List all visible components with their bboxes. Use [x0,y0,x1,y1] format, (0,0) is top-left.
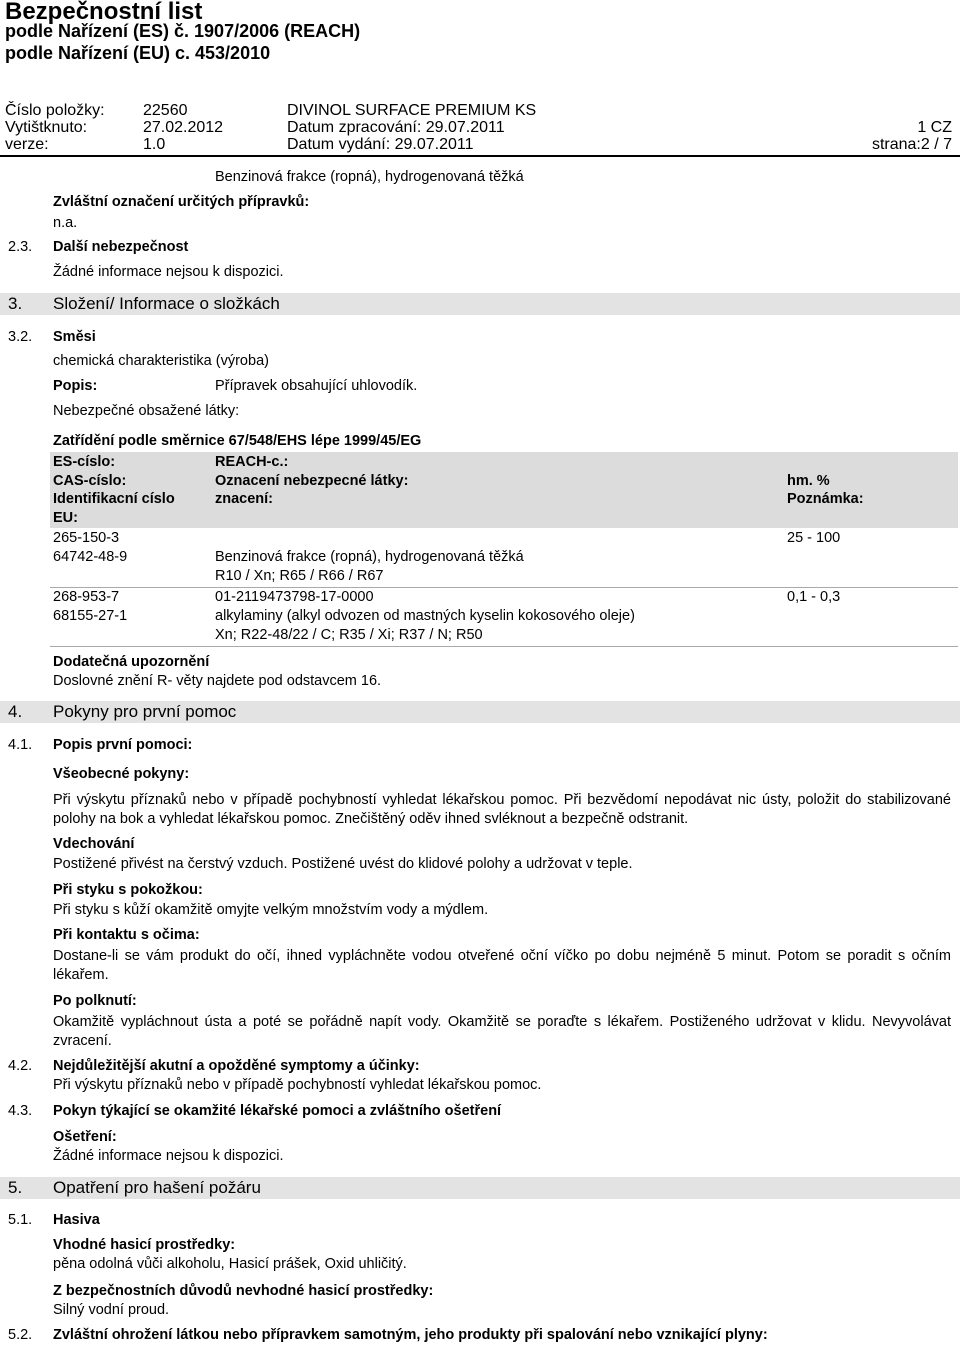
skin-contact-title: Při styku s pokožkou: [53,882,203,898]
col-eu: EU: [53,510,78,526]
section-4-2-text: Při výskytu příznaků nebo v případě pochybností vyhledat lékařskou pomoc. [53,1077,542,1093]
section-4-1-number: 4.1. [8,737,33,753]
section-5-1-title: Hasiva [53,1212,100,1228]
header-divider [0,155,960,157]
eye-contact-title: Při kontaktu s očima: [53,927,200,943]
section-5-number: 5. [8,1178,23,1197]
table-header-background [50,452,958,528]
special-label-value: n.a. [53,215,78,231]
col-substance-name: Oznacení nebezpecné látky: [215,473,409,489]
row-1-percent: 25 - 100 [787,530,841,546]
row-1-es: 265-150-3 [53,530,120,546]
description-label: Popis: [53,378,98,394]
processed-date: Datum zpracování: 29.07.2011 [287,119,505,136]
section-3-header [0,293,960,315]
inhalation-text: Postižené přivést na čerstvý vzduch. Postižené uvést do klidové polohy a udržovat v teple. [53,856,633,872]
item-number: 22560 [143,102,188,119]
section-4-1-title: Popis první pomoci: [53,737,193,753]
issue-date: Datum vydání: 29.07.2011 [287,136,474,153]
regulation-line-2: podle Nařízení (EU) c. 453/2010 [5,43,271,63]
printed-label: Vytištknuto: [5,119,88,136]
section-4-3-number: 4.3. [8,1103,33,1119]
col-identification: Identifikacní císlo [53,491,175,507]
section-3-2-number: 3.2. [8,329,33,345]
suitable-media-title: Vhodné hasicí prostředky: [53,1237,236,1253]
additional-notes-title: Dodatečná upozornění [53,654,210,670]
section-4-2-title: Nejdůležitější akutní a opožděné symptomy a účinky: [53,1058,420,1074]
section-2-3-text: Žádné informace nejsou k dispozici. [53,264,284,280]
ingestion-text: Okamžitě vypláchnout ústa a poté se pořádně napít vody. Okamžitě se poraďte s lékařem. Postiženého udržovat v klidu. Nevyvolávat zvracení. [53,1014,951,1049]
section-4-header [0,701,960,723]
section-4-2-number: 4.2. [8,1058,33,1074]
unsuitable-media-title: Z bezpečnostních důvodů nevhodné hasicí prostředky: [53,1283,434,1299]
hazardous-substances-label: Nebezpečné obsažené látky: [53,403,240,419]
product-name: DIVINOL SURFACE PREMIUM KS [287,102,537,119]
section-5-header [0,1177,960,1199]
ingestion-title: Po polknutí: [53,993,137,1009]
row-2-name: alkylaminy (alkyl odvozen od mastných kyselin kokosového oleje) [215,608,635,624]
table-bottom-divider [50,646,958,647]
col-reach-number: REACH-c.: [215,454,289,470]
section-4-number: 4. [8,702,23,721]
col-weight-percent: hm. % [787,473,830,489]
col-cas-number: CAS-císlo: [53,473,127,489]
col-es-number: ES-císlo: [53,454,116,470]
printed-date: 27.02.2012 [143,119,224,136]
section-5-1-number: 5.1. [8,1212,33,1228]
row-2-marking: Xn; R22-48/22 / C; R35 / Xi; R37 / N; R50 [215,627,483,643]
special-label-title: Zvláštní označení určitých přípravků: [53,194,310,210]
section-5-2-title: Zvláštní ohrožení látkou nebo přípravkem samotným, jeho produkty při spalování nebo vznikající plyny: [53,1327,768,1343]
version-number: 1.0 [143,136,166,153]
suitable-media-text: pěna odolná vůči alkoholu, Hasicí prášek, Oxid uhličitý. [53,1256,407,1272]
section-3-title: Složení/ Informace o složkách [53,294,280,313]
row-1-cas: 64742-48-9 [53,549,128,565]
item-number-label: Číslo položky: [5,102,105,119]
general-advice-text: Při výskytu příznaků nebo v případě pochybností vyhledat lékařskou pomoc. Při bezvědomí nepodávat nic ústy, položit do stabilizované polohy na bok a vyhledat lékařskou pomoc. Znečištěný oděv ihned svléknout a bezpečně odstranit. [53,792,951,827]
additional-notes-text: Doslovné znění R- věty najdete pod odstavcem 16. [53,673,382,689]
inhalation-title: Vdechování [53,836,135,852]
row-2-es: 268-953-7 [53,589,120,605]
document-title: Bezpečnostní list [5,0,203,25]
page-number: strana:2 / 7 [871,136,952,153]
general-advice-title: Všeobecné pokyny: [53,766,190,782]
section-3-number: 3. [8,294,23,313]
row-2-percent: 0,1 - 0,3 [787,589,841,605]
section-4-3-title: Pokyn týkající se okamžité lékařské pomoci a zvláštního ošetření [53,1103,502,1119]
description-value: Přípravek obsahující uhlovodík. [215,378,418,394]
row-2-reach: 01-2119473798-17-0000 [215,589,374,605]
row-1-marking: R10 / Xn; R65 / R66 / R67 [215,568,384,584]
section-2-3-number: 2.3. [8,239,33,255]
eye-contact-text: Dostane-li se vám produkt do očí, ihned vypláchněte vodou otveřené oční víčko po dobu nejméně 5 minut. Potom se poradit s očním lékařem. [53,948,951,983]
row-1-name: Benzinová frakce (ropná), hydrogenovaná těžká [215,549,524,565]
country-code: 1 CZ [917,119,952,136]
unsuitable-media-text: Silný vodní proud. [53,1302,170,1318]
treatment-title: Ošetření: [53,1129,117,1145]
row-2-cas: 68155-27-1 [53,608,128,624]
col-note: Poznámka: [787,491,864,507]
regulation-line-1: podle Nařízení (ES) č. 1907/2006 (REACH) [5,21,361,41]
treatment-text: Žádné informace nejsou k dispozici. [53,1148,284,1164]
carry-substance: Benzinová frakce (ropná), hydrogenovaná těžká [215,169,524,185]
section-5-title: Opatření pro hašení požáru [53,1178,261,1197]
chemical-characteristic: chemická charakteristika (výroba) [53,353,269,369]
section-4-title: Pokyny pro první pomoc [53,702,237,721]
section-5-2-number: 5.2. [8,1327,33,1343]
version-label: verze: [5,136,49,153]
section-2-3-title: Další nebezpečnost [53,239,189,255]
col-marking: znacení: [215,491,274,507]
table-row-divider [50,587,958,588]
classification-title: Zatřídění podle směrnice 67/548/EHS lépe 1999/45/EG [53,433,422,449]
skin-contact-text: Při styku s kůží okamžitě omyjte velkým množstvím vody a mýdlem. [53,902,489,918]
section-3-2-title: Směsi [53,329,96,345]
